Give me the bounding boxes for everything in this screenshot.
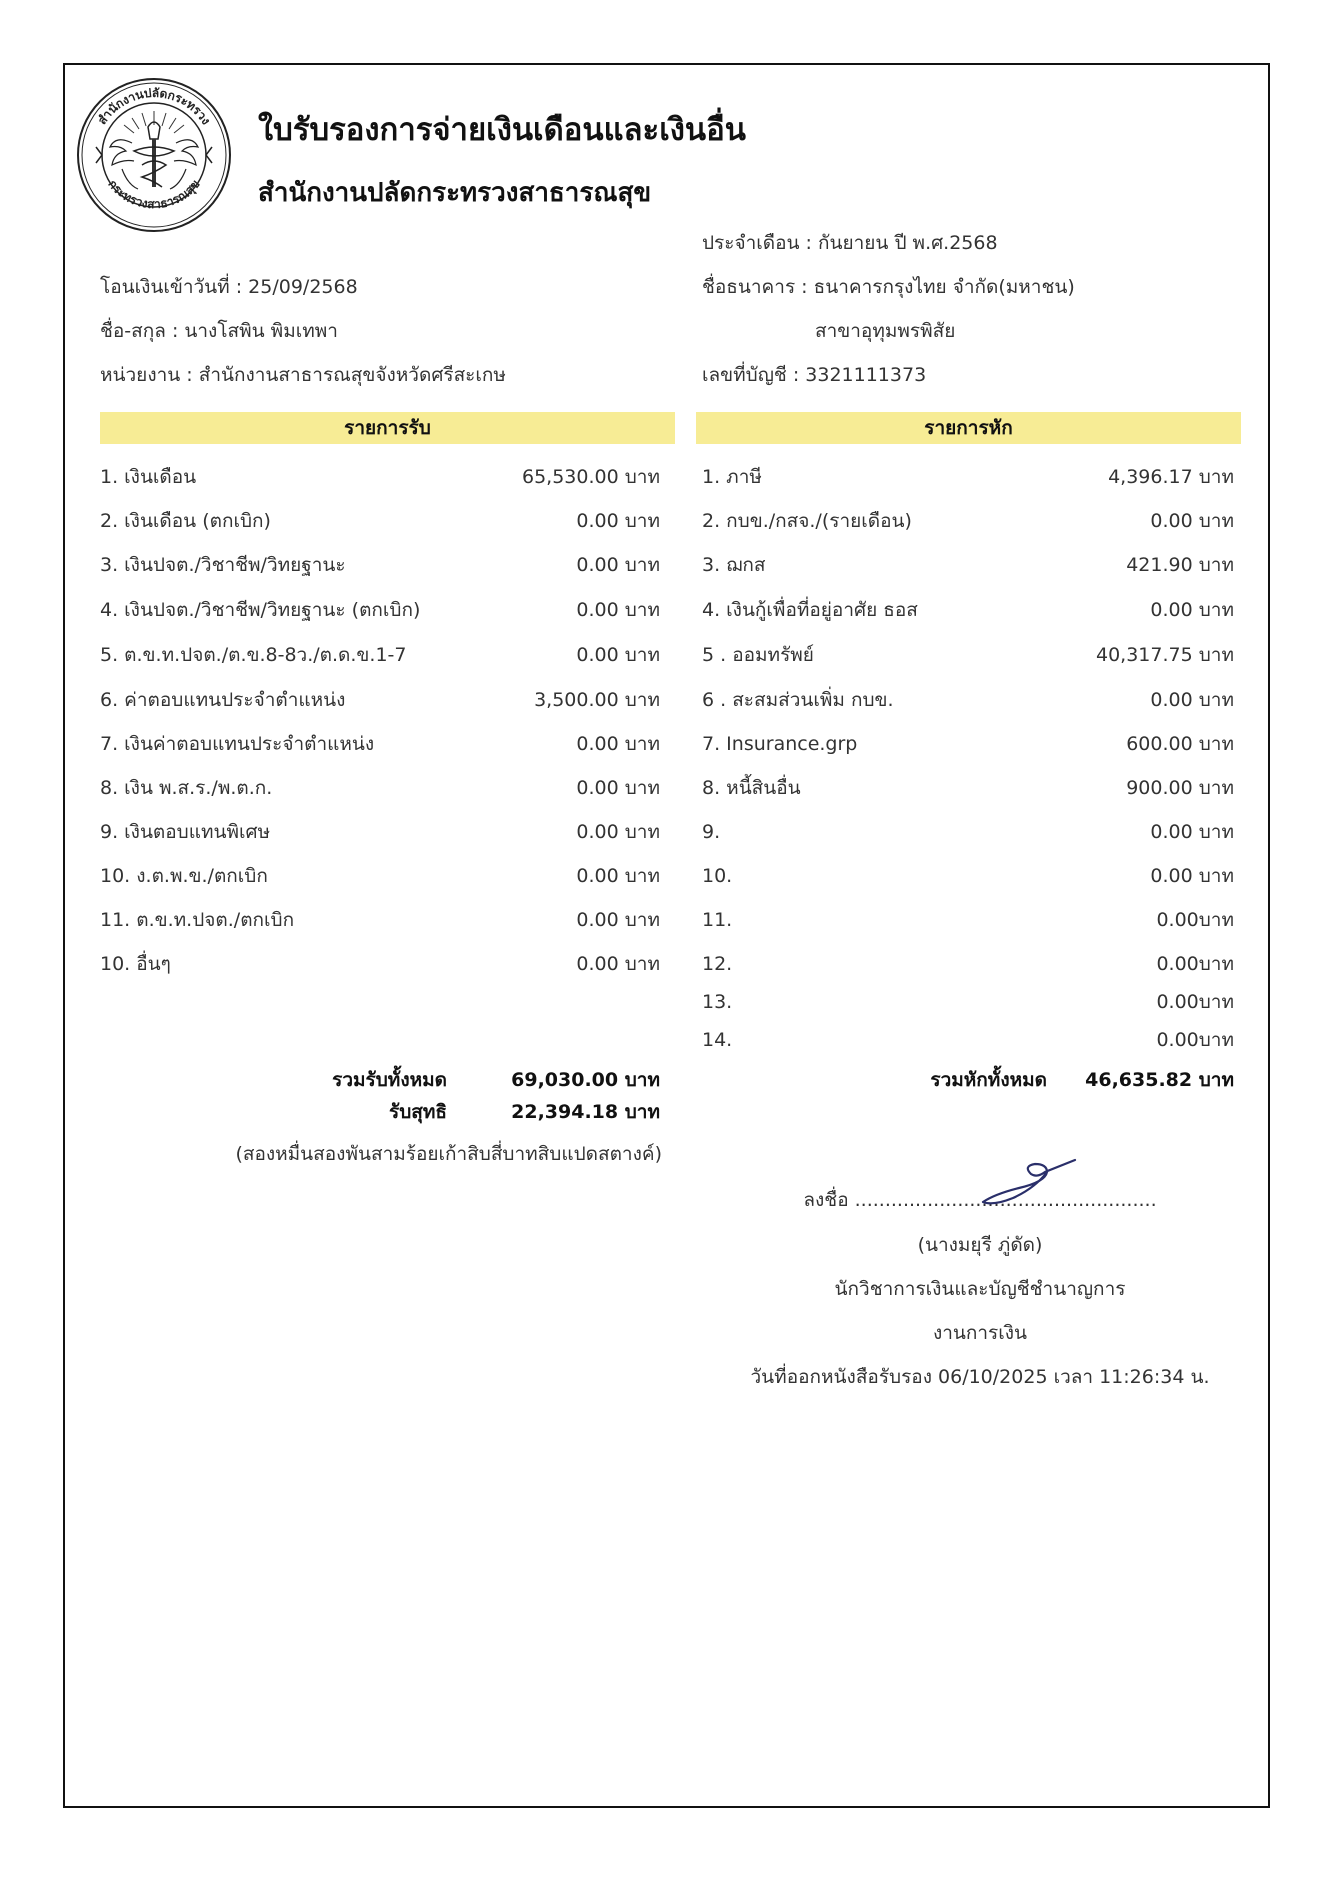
net-pay-value: 22,394.18 บาท bbox=[511, 1101, 660, 1123]
deduction-row bbox=[702, 729, 1234, 759]
income-total-value: 69,030.00 บาท bbox=[511, 1069, 660, 1091]
deduction-row bbox=[702, 949, 1234, 979]
deduction-amount: 0.00บาท bbox=[1156, 1029, 1234, 1051]
deduction-row bbox=[702, 861, 1234, 891]
income-label: 8. เงิน พ.ส.ร./พ.ต.ก. bbox=[100, 777, 273, 799]
income-header: รายการรับ bbox=[100, 412, 675, 444]
deduction-row bbox=[702, 817, 1234, 847]
income-row bbox=[100, 905, 660, 935]
income-amount: 0.00 บาท bbox=[576, 599, 660, 621]
net-pay-label: รับสุทธิ bbox=[389, 1101, 447, 1123]
income-row bbox=[100, 685, 660, 715]
income-row bbox=[100, 729, 660, 759]
signer-name: (นางมยุรี ภู่ดัด) bbox=[917, 1234, 1043, 1256]
deduction-label: 4. เงินกู้เพื่อที่อยู่อาศัย ธอส bbox=[702, 599, 918, 621]
deduction-amount: 0.00 บาท bbox=[1150, 510, 1234, 532]
net-pay-in-words: (สองหมื่นสองพันสามร้อยเก้าสิบสี่บาทสิบแปดสตางค์) bbox=[235, 1143, 662, 1165]
deduction-amount: 900.00 บาท bbox=[1126, 777, 1234, 799]
deduction-total-label: รวมหักทั้งหมด bbox=[930, 1069, 1047, 1091]
income-amount: 0.00 บาท bbox=[576, 644, 660, 666]
deduction-amount: 4,396.17 บาท bbox=[1108, 466, 1234, 488]
deduction-label: 1. ภาษี bbox=[702, 466, 762, 488]
income-label: 10. อื่นๆ bbox=[100, 953, 171, 975]
income-label: 3. เงินปจต./วิชาชีพ/วิทยฐานะ bbox=[100, 554, 346, 576]
issue-timestamp: วันที่ออกหนังสือรับรอง 06/10/2025 เวลา 11:26:34 น. bbox=[750, 1366, 1210, 1388]
income-row bbox=[100, 595, 660, 625]
income-amount: 0.00 บาท bbox=[576, 733, 660, 755]
income-label: 5. ต.ข.ท.ปจต./ต.ข.8-8ว./ต.ด.ข.1-7 bbox=[100, 644, 407, 666]
income-label: 11. ต.ข.ท.ปจต./ตกเบิก bbox=[100, 909, 295, 931]
transfer-date: โอนเงินเข้าวันที่ : 25/09/2568 bbox=[100, 276, 358, 298]
deductions-header: รายการหัก bbox=[696, 412, 1241, 444]
income-amount: 0.00 บาท bbox=[576, 953, 660, 975]
deduction-amount: 0.00บาท bbox=[1156, 991, 1234, 1013]
svg-text:สำนักงานปลัดกระทรวง: สำนักงานปลัดกระทรวง bbox=[94, 85, 214, 128]
deduction-row bbox=[702, 987, 1234, 1017]
deduction-label: 12. bbox=[702, 953, 733, 975]
signer-department: งานการเงิน bbox=[932, 1322, 1028, 1344]
deduction-row bbox=[702, 506, 1234, 536]
income-label: 4. เงินปจต./วิชาชีพ/วิทยฐานะ (ตกเบิก) bbox=[100, 599, 421, 621]
income-label: 1. เงินเดือน bbox=[100, 466, 197, 488]
deduction-label: 3. ฌกส bbox=[702, 554, 766, 576]
deduction-amount: 421.90 บาท bbox=[1126, 554, 1234, 576]
organization-name: สำนักงานปลัดกระทรวงสาธารณสุข bbox=[258, 178, 652, 208]
deduction-amount: 40,317.75 บาท bbox=[1096, 644, 1234, 666]
income-label: 7. เงินค่าตอบแทนประจำตำแหน่ง bbox=[100, 733, 375, 755]
deduction-row bbox=[702, 462, 1234, 492]
income-amount: 0.00 บาท bbox=[576, 909, 660, 931]
income-row bbox=[100, 949, 660, 979]
income-amount: 65,530.00 บาท bbox=[522, 466, 660, 488]
deduction-label: 7. Insurance.grp bbox=[702, 733, 858, 755]
income-row bbox=[100, 861, 660, 891]
income-label: 6. ค่าตอบแทนประจำตำแหน่ง bbox=[100, 689, 346, 711]
deduction-label: 2. กบข./กสจ./(รายเดือน) bbox=[702, 510, 912, 532]
deduction-row bbox=[702, 905, 1234, 935]
pay-period: ประจำเดือน : กันยายน ปี พ.ศ.2568 bbox=[702, 232, 998, 254]
deduction-amount: 0.00บาท bbox=[1156, 909, 1234, 931]
income-label: 2. เงินเดือน (ตกเบิก) bbox=[100, 510, 271, 532]
income-row bbox=[100, 640, 660, 670]
deduction-amount: 0.00บาท bbox=[1156, 953, 1234, 975]
income-amount: 0.00 บาท bbox=[576, 865, 660, 887]
deduction-label: 11. bbox=[702, 909, 733, 931]
income-row bbox=[100, 817, 660, 847]
income-row bbox=[100, 462, 660, 492]
income-row bbox=[100, 773, 660, 803]
deduction-label: 6 . สะสมส่วนเพิ่ม กบข. bbox=[702, 689, 894, 711]
deduction-row bbox=[702, 595, 1234, 625]
account-number: เลขที่บัญชี : 3321111373 bbox=[702, 364, 927, 386]
signer-position: นักวิชาการเงินและบัญชีชำนาญการ bbox=[834, 1278, 1126, 1300]
moph-seal-icon bbox=[76, 77, 232, 233]
income-label: 10. ง.ต.พ.ข./ตกเบิก bbox=[100, 865, 268, 887]
deduction-amount: 0.00 บาท bbox=[1150, 821, 1234, 843]
deduction-label: 13. bbox=[702, 991, 733, 1013]
signature-mark-icon bbox=[975, 1158, 1085, 1208]
income-total-label: รวมรับทั้งหมด bbox=[332, 1069, 447, 1091]
svg-text:กระทรวงสาธารณสุข: กระทรวงสาธารณสุข bbox=[105, 177, 203, 212]
deduction-label: 14. bbox=[702, 1029, 733, 1051]
income-label: 9. เงินตอบแทนพิเศษ bbox=[100, 821, 271, 843]
deduction-label: 8. หนี้สินอื่น bbox=[702, 777, 801, 799]
deduction-row bbox=[702, 640, 1234, 670]
bank-name: ชื่อธนาคาร : ธนาคารกรุงไทย จำกัด(มหาชน) bbox=[702, 276, 1075, 298]
income-amount: 3,500.00 บาท bbox=[534, 689, 660, 711]
deduction-amount: 0.00 บาท bbox=[1150, 689, 1234, 711]
deduction-row bbox=[702, 550, 1234, 580]
deduction-total-value: 46,635.82 บาท bbox=[1085, 1069, 1234, 1091]
income-row bbox=[100, 506, 660, 536]
document-title: ใบรับรองการจ่ายเงินเดือนและเงินอื่น bbox=[258, 112, 746, 148]
deduction-row bbox=[702, 685, 1234, 715]
income-amount: 0.00 บาท bbox=[576, 554, 660, 576]
deduction-amount: 0.00 บาท bbox=[1150, 599, 1234, 621]
deduction-label: 9. bbox=[702, 821, 721, 843]
signature-line: ลงชื่อ .................................................. bbox=[803, 1189, 1157, 1211]
employee-name: ชื่อ-สกุล : นางโสพิน พิมเทพา bbox=[100, 320, 338, 342]
deduction-amount: 600.00 บาท bbox=[1126, 733, 1234, 755]
income-amount: 0.00 บาท bbox=[576, 510, 660, 532]
deduction-row bbox=[702, 1025, 1234, 1055]
income-amount: 0.00 บาท bbox=[576, 777, 660, 799]
bank-branch: สาขาอุทุมพรพิสัย bbox=[815, 320, 956, 342]
income-amount: 0.00 บาท bbox=[576, 821, 660, 843]
income-row bbox=[100, 550, 660, 580]
deduction-row bbox=[702, 773, 1234, 803]
deduction-label: 10. bbox=[702, 865, 733, 887]
deduction-label: 5 . ออมทรัพย์ bbox=[702, 644, 814, 666]
work-unit: หน่วยงาน : สำนักงานสาธารณสุขจังหวัดศรีสะเกษ bbox=[100, 364, 506, 386]
deduction-amount: 0.00 บาท bbox=[1150, 865, 1234, 887]
